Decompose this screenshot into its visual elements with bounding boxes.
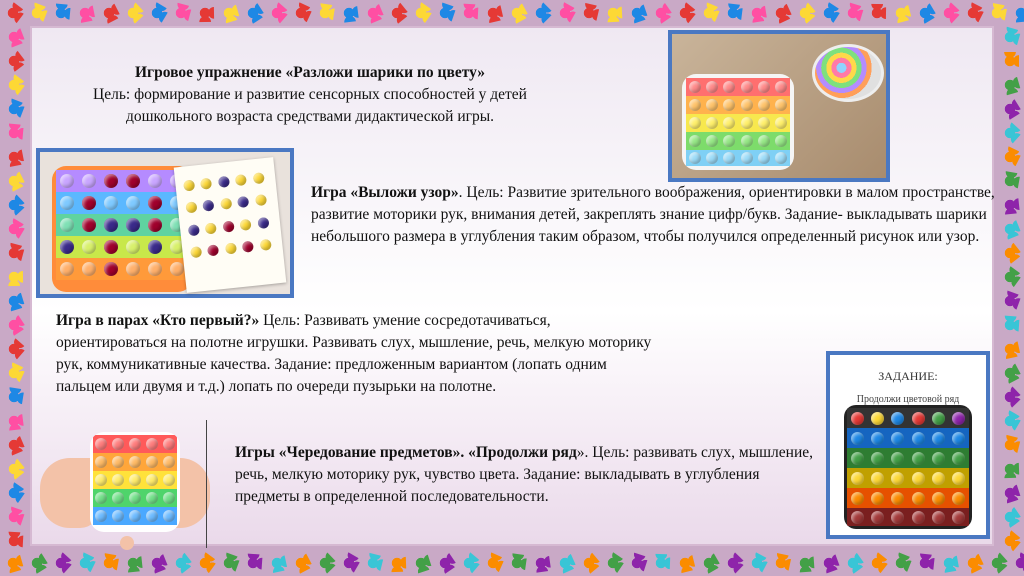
border-puzzle-piece: [507, 553, 527, 573]
border-puzzle-piece: [0, 0, 25, 25]
section3-title: Игра в парах «Кто первый?»: [56, 312, 260, 329]
border-puzzle-piece: [1000, 171, 1021, 192]
border-puzzle-piece: [410, 552, 433, 575]
border-puzzle-piece: [120, 0, 145, 25]
border-puzzle-piece: [2, 25, 25, 48]
border-puzzle-piece: [998, 505, 1023, 530]
border-puzzle-piece: [388, 554, 407, 573]
border-puzzle-piece: [408, 0, 433, 25]
border-puzzle-piece: [196, 4, 214, 22]
border-puzzle-piece: [4, 387, 25, 408]
border-puzzle-piece: [339, 3, 359, 23]
border-puzzle-piece: [697, 1, 721, 25]
section3-block: [56, 310, 662, 398]
border-puzzle-piece: [961, 551, 985, 575]
border-puzzle-piece: [456, 550, 481, 575]
border-puzzle-piece: [840, 550, 865, 575]
border-puzzle-piece: [434, 2, 457, 25]
border-puzzle-piece: [998, 97, 1023, 122]
border-puzzle-piece: [1000, 195, 1020, 215]
border-puzzle-piece: [1001, 460, 1020, 479]
border-puzzle-piece: [528, 0, 553, 25]
border-puzzle-piece: [3, 506, 26, 529]
border-puzzle-piece: [745, 551, 769, 575]
border-puzzle-piece: [939, 553, 960, 574]
border-puzzle-piece: [795, 553, 814, 572]
border-puzzle-piece: [289, 551, 313, 575]
border-puzzle-piece: [243, 553, 262, 572]
border-puzzle-piece: [361, 1, 385, 25]
border-puzzle-piece: [482, 2, 504, 24]
border-puzzle-piece: [218, 2, 240, 24]
border-puzzle-piece: [601, 551, 626, 576]
border-puzzle-piece: [73, 551, 97, 575]
border-puzzle-piece: [674, 552, 696, 574]
border-puzzle-piece: [817, 1, 842, 26]
border-puzzle-piece: [2, 97, 25, 120]
border-puzzle-piece: [889, 551, 912, 574]
border-puzzle-piece: [997, 528, 1022, 553]
border-puzzle-piece: [769, 1, 793, 25]
border-puzzle-piece: [986, 2, 1007, 23]
border-puzzle-piece: [626, 552, 649, 575]
border-puzzle-piece: [123, 553, 143, 573]
border-puzzle-piece: [604, 4, 623, 23]
task-card-heading: ЗАДАНИЕ:: [878, 369, 938, 383]
border-puzzle-piece: [2, 433, 26, 457]
border-puzzle-piece: [266, 552, 287, 573]
border-puzzle-piece: [997, 120, 1022, 145]
border-puzzle-piece: [997, 240, 1022, 265]
border-puzzle-piece: [2, 313, 27, 338]
border-puzzle-piece: [2, 361, 26, 385]
border-puzzle-piece: [723, 3, 743, 23]
border-puzzle-piece: [915, 553, 935, 573]
photo-pattern-game: [36, 148, 294, 298]
border-puzzle-piece: [1009, 551, 1024, 576]
pattern-card: [174, 157, 287, 293]
border-puzzle-piece: [936, 0, 961, 25]
border-puzzle-piece: [999, 74, 1021, 96]
border-puzzle-piece: [264, 0, 289, 25]
border-puzzle-piece: [481, 551, 505, 575]
border-puzzle-piece: [984, 550, 1009, 575]
border-puzzle-piece: [817, 551, 840, 574]
border-puzzle-piece: [1, 480, 26, 505]
section4-block: [235, 442, 827, 508]
border-puzzle-piece: [997, 264, 1022, 289]
section1-block: [60, 62, 560, 128]
border-puzzle-piece: [2, 169, 26, 193]
border-puzzle-piece: [4, 123, 24, 143]
border-puzzle-piece: [998, 361, 1022, 385]
border-puzzle-piece: [145, 1, 170, 26]
border-puzzle-piece: [5, 532, 24, 551]
border-puzzle-piece: [531, 553, 551, 573]
beads-bowl: [812, 44, 884, 102]
border-puzzle-piece: [770, 552, 791, 573]
border-puzzle-piece: [4, 411, 24, 431]
border-puzzle-piece: [1011, 3, 1024, 23]
section4-title: Игры «Чередование предметов». «Продолжи ряд: [235, 444, 577, 461]
border-puzzle-piece: [999, 338, 1020, 359]
border-puzzle-piece: [1, 48, 26, 73]
border-puzzle-piece: [48, 550, 73, 575]
border-puzzle-piece: [505, 1, 529, 25]
border-puzzle-piece: [2, 217, 27, 242]
border-puzzle-piece: [145, 551, 168, 574]
border-puzzle-piece: [192, 550, 217, 575]
border-puzzle-piece: [890, 2, 912, 24]
border-puzzle-piece: [51, 3, 71, 23]
border-puzzle-piece: [998, 409, 1023, 434]
border-puzzle-piece: [241, 1, 266, 26]
border-puzzle-piece: [315, 3, 336, 24]
border-puzzle-piece: [312, 550, 337, 575]
border-puzzle-piece: [997, 384, 1022, 409]
border-puzzle-piece: [3, 290, 25, 312]
border-puzzle-piece: [998, 217, 1021, 240]
border-puzzle-piece: [289, 1, 313, 25]
divider-line: [206, 420, 207, 548]
hands-popit-illustration: [40, 418, 210, 548]
border-puzzle-piece: [999, 26, 1021, 48]
border-puzzle-piece: [217, 551, 240, 574]
border-puzzle-piece: [672, 0, 697, 25]
border-puzzle-piece: [74, 2, 95, 23]
border-puzzle-piece: [792, 0, 817, 25]
section1-title: Игровое упражнение «Разложи шарики по цвету»: [134, 64, 486, 81]
section3-body: Цель: Развивать умение сосредотачиваться, ориентироваться на полотне игрушки. Развивать слух, мышление, речь, мелкую моторику рук, коммуникативные качества. Задание: предложенным вариантом (лопать одним пальцем или двумя и т.д.) лопать по очереди пузырьки на полотне.: [56, 312, 652, 395]
section2-body: . Цель: Развитие зрительного воображения, ориентировки в малом пространстве, развитие моторики рук, внимания детей, закреплять знание цифр/букв. Задание- выкладывать шарики небольшого размера в углубления таким образом, чтобы получился определенный рисунок или узор.: [311, 184, 995, 245]
border-puzzle-piece: [168, 550, 193, 575]
border-puzzle-piece: [433, 551, 458, 576]
border-puzzle-piece: [1, 456, 26, 481]
border-puzzle-piece: [999, 482, 1022, 505]
border-puzzle-piece: [868, 4, 886, 22]
border-puzzle-piece: [1001, 52, 1019, 70]
border-puzzle-piece: [2, 552, 24, 574]
border-puzzle-piece: [3, 146, 24, 167]
border-puzzle-piece: [553, 551, 577, 575]
border-puzzle-piece: [97, 1, 121, 25]
border-puzzle-piece: [553, 1, 577, 25]
border-puzzle-piece: [747, 3, 768, 24]
border-puzzle-piece: [1000, 315, 1019, 334]
border-puzzle-piece: [99, 553, 120, 574]
task-card: [826, 351, 990, 539]
border-puzzle-piece: [460, 4, 479, 23]
border-puzzle-piece: [337, 551, 362, 576]
border-puzzle-piece: [1, 336, 26, 361]
border-puzzle-piece: [1, 72, 26, 97]
border-puzzle-piece: [25, 551, 50, 576]
border-puzzle-piece: [576, 550, 601, 575]
border-puzzle-piece: [578, 2, 600, 24]
border-puzzle-piece: [1, 192, 26, 217]
section2-block: [311, 182, 997, 248]
border-puzzle-piece: [961, 1, 985, 25]
border-puzzle-piece: [913, 1, 938, 26]
border-puzzle-piece: [697, 551, 722, 576]
section1-goal: Цель: формирование и развитие сенсорных способностей у детей дошкольного возраста средствами дидактической игры.: [93, 86, 527, 125]
section4-body: ». Цель: развивать слух, мышление, речь, мелкую моторику рук, чувство цвета. Задание: выкладывать в углубления предметы в определенной последовательности.: [235, 444, 814, 505]
photo-popit-beads: [668, 30, 890, 182]
border-puzzle-piece: [5, 268, 23, 286]
border-puzzle-piece: [648, 0, 673, 25]
border-puzzle-piece: [384, 0, 409, 25]
border-puzzle-piece: [864, 550, 889, 575]
task-card-subheading: Продолжи цветовой ряд: [856, 394, 960, 405]
border-puzzle-piece: [3, 242, 25, 264]
border-puzzle-piece: [999, 434, 1021, 456]
border-puzzle-piece: [652, 554, 671, 573]
border-puzzle-piece: [842, 2, 864, 24]
section2-title: Игра «Выложи узор»: [311, 184, 459, 201]
border-puzzle-piece: [170, 2, 192, 24]
border-puzzle-piece: [25, 1, 48, 24]
border-puzzle-piece: [720, 550, 745, 575]
border-puzzle-piece: [626, 2, 649, 25]
border-puzzle-piece: [998, 289, 1021, 312]
border-puzzle-piece: [362, 552, 384, 574]
border-puzzle-piece: [998, 145, 1022, 169]
